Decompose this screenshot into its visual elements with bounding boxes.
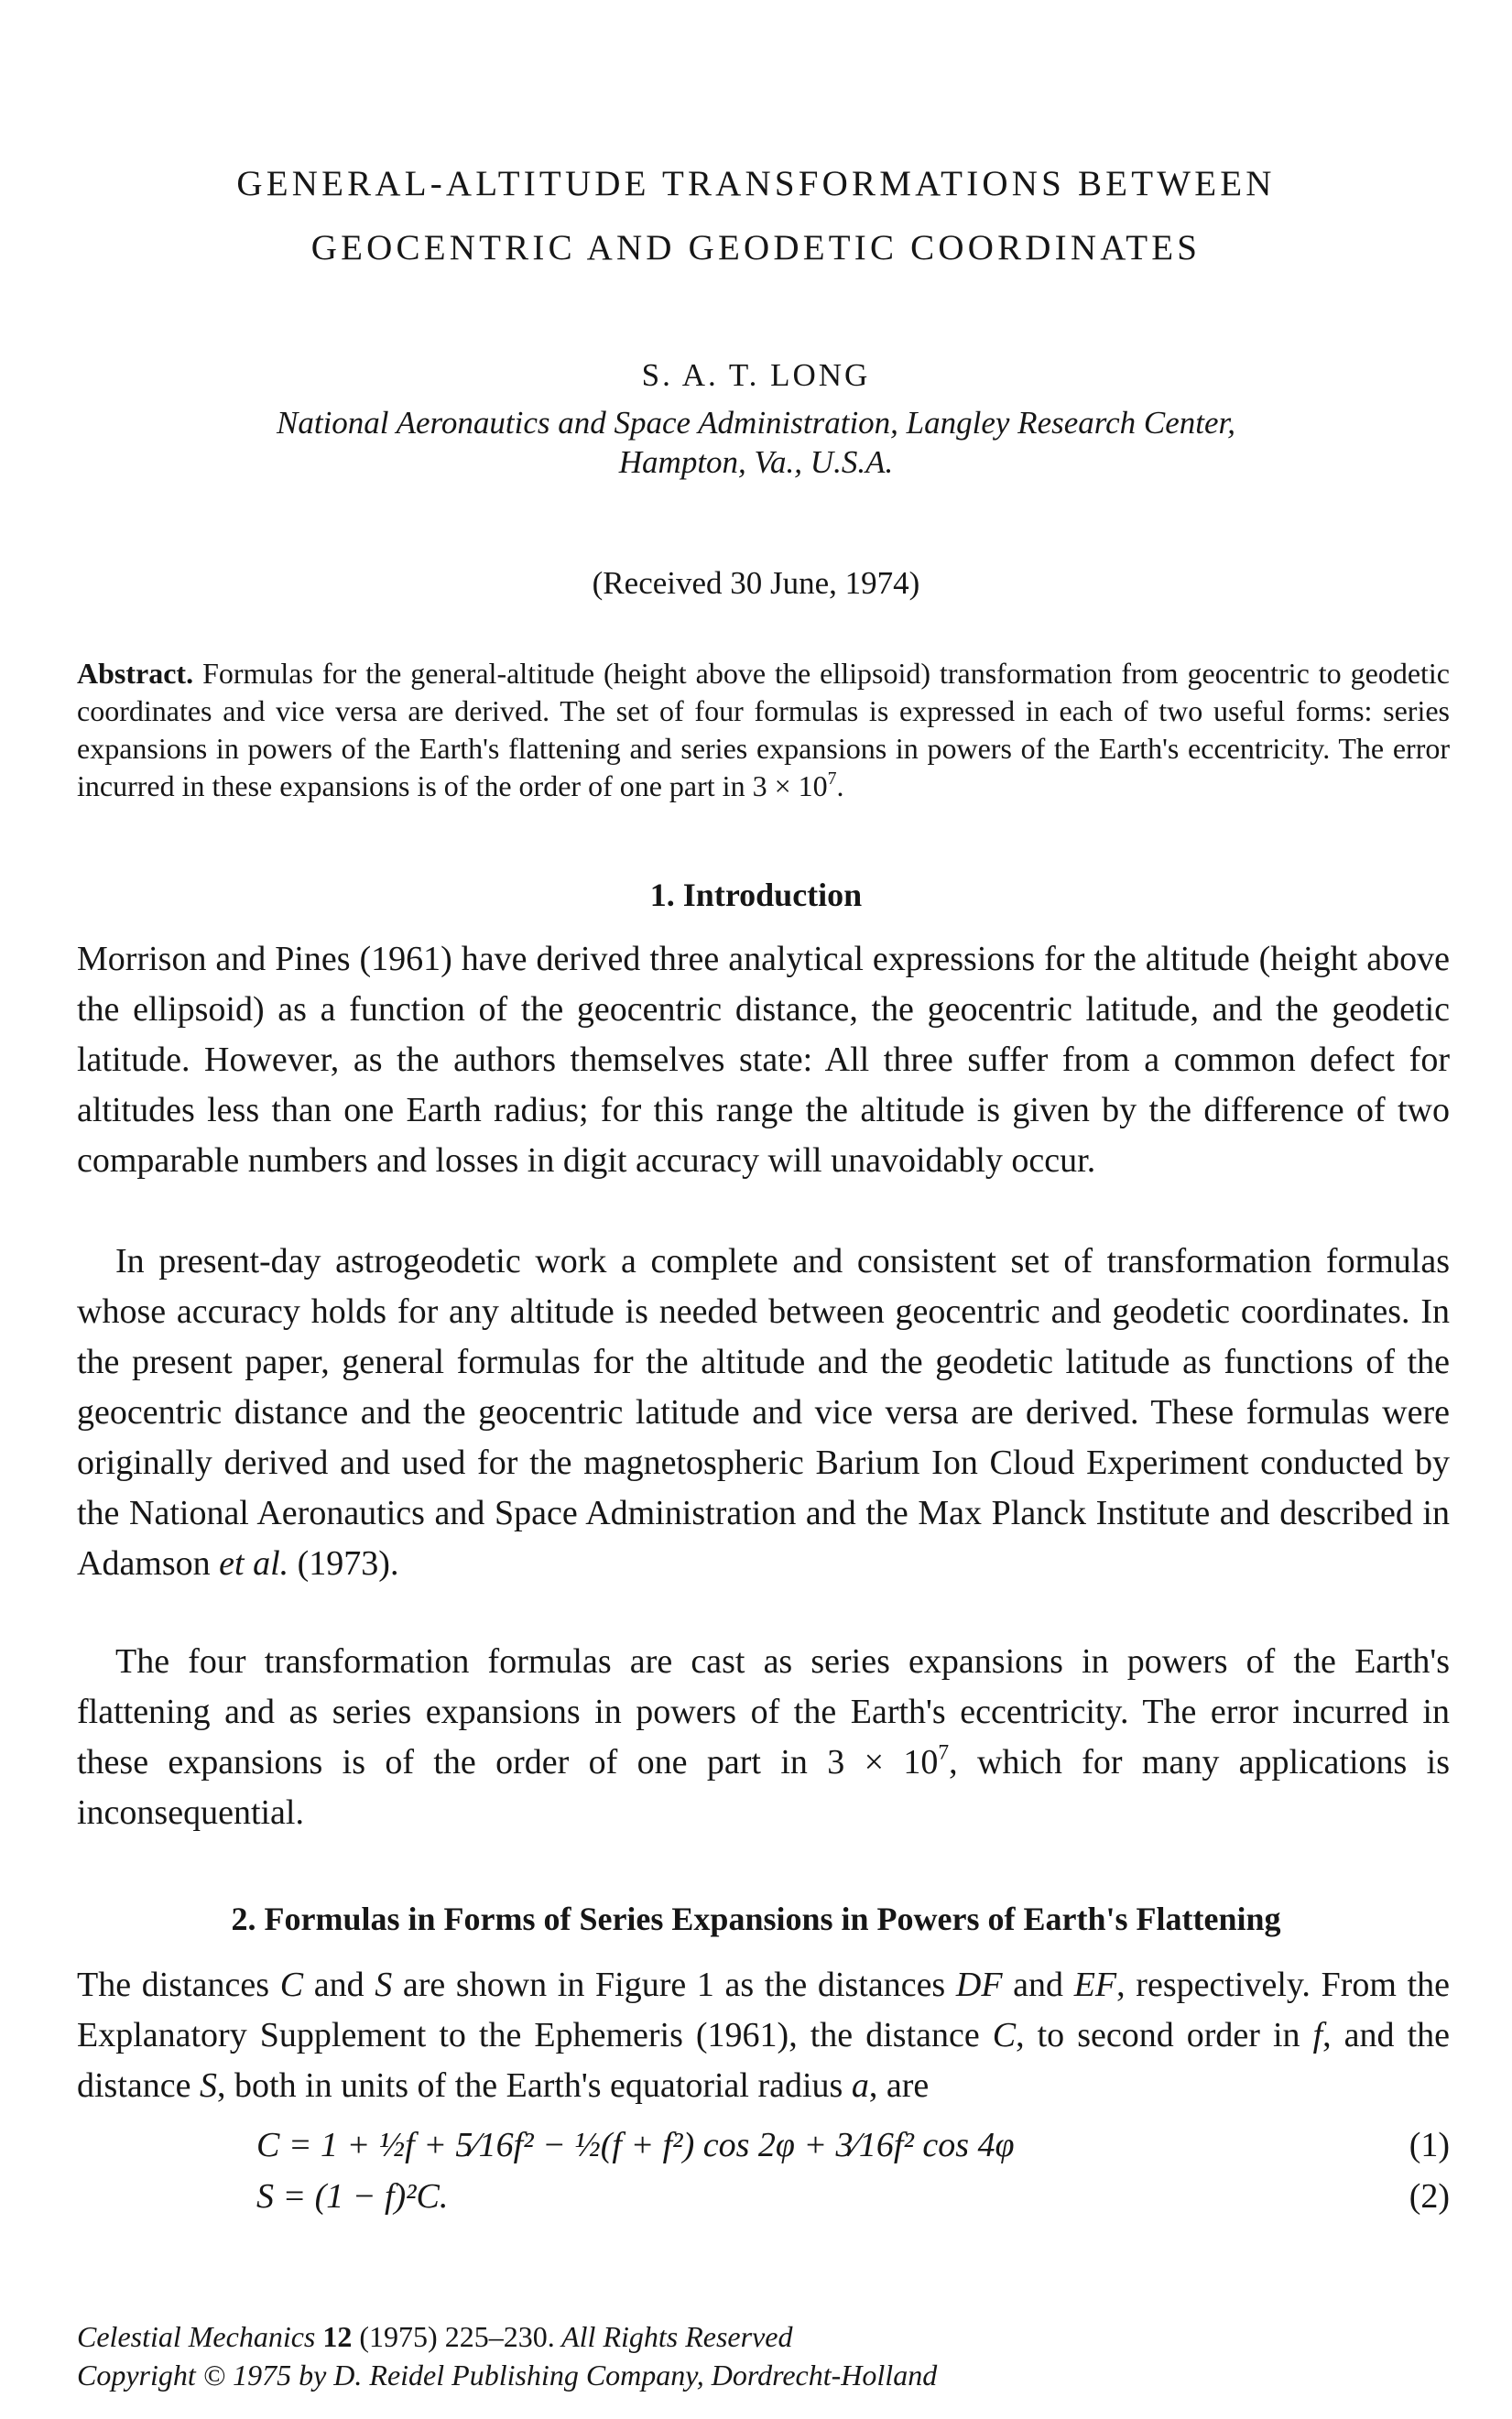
abstract-end: . [836,769,844,802]
text-run: and [1002,1966,1074,2004]
affiliation-line-2: Hampton, Va., U.S.A. [618,444,894,480]
journal-citation [77,2320,1450,2354]
text-run: , are [868,2066,930,2105]
equation-1-number: (1) [1409,2126,1450,2164]
intro-paragraph-3 [77,1637,1450,1838]
section-heading-flattening: 2. Formulas in Forms of Series Expansions in Powers of Earth's Flattening [231,1901,1281,1937]
flattening-paragraph [77,1960,1450,2111]
text-run: The distances [77,1966,280,2004]
received-date: (Received 30 June, 1974) [592,565,920,601]
intro-paragraph-2-text: In present-day astrogeodetic work a complete and consistent set of transformation formulas whose accuracy holds for any altitude is needed between geocentric and geodetic coordinates. In the present paper, general formulas for the altitude and the geodetic latitude as functions of the geocentric distance and the geocentric latitude and vice versa are derived. These formulas were originally derived and used for the magnetospheric Barium Ion Cloud Experiment conducted by the National Aeronautics and Space Administration and the Max Planck Institute and described in Adamson [77,1242,1450,1583]
symbol-a: a [851,2066,869,2105]
journal-volume: 12 [322,2320,353,2353]
abstract [77,655,1450,805]
text-run: , both in units of the Earth's equatorial radius [217,2066,852,2105]
symbol-C: C [992,2016,1017,2054]
rights-statement: All Rights Reserved [561,2320,793,2353]
equation-1 [256,2125,1450,2173]
journal-pages: (1975) 225–230. [359,2320,555,2353]
symbol-C: C [279,1966,304,2004]
intro-paragraph-3-text: The four transformation formulas are cast as series expansions in powers of the Earth's flattening and as series expansions in powers of the Earth's eccentricity. The error incurred in these expansions is of the order of one part in 3 × 10 [77,1642,1450,1782]
equation-2-expression: S = (1 − f)²C. [256,2177,449,2216]
intro-paragraph-2 [77,1237,1450,1589]
et-al: et al. [219,1544,289,1583]
paper-title-line-1: GENERAL-ALTITUDE TRANSFORMATIONS BETWEEN [236,164,1276,203]
affiliation-line-1: National Aeronautics and Space Administration, Langley Research Center, [277,405,1235,441]
abstract-text: Formulas for the general-altitude (height above the ellipsoid) transformation from geocentric to geodetic coordinates and vice versa are derived. The set of four formulas is expressed in each of two useful forms: series expansions in powers of the Earth's flattening and series expansions in powers of the Earth's eccentricity. The error incurred in these expansions is of the order of one part in 3 × 10 [77,657,1451,802]
equation-1-expression: C = 1 + ½f + 5⁄16f² − ½(f + f²) cos 2φ + 3⁄16f² cos 4φ [256,2126,1015,2164]
symbol-EF: EF [1073,1966,1117,2004]
intro-paragraph-2-end: (1973). [288,1544,399,1583]
journal-name: Celestial Mechanics [77,2320,316,2353]
text-run: , and the distance [77,2016,1450,2105]
equation-2-number: (2) [1409,2177,1450,2216]
intro-paragraph-1: Morrison and Pines (1961) have derived three analytical expressions for the altitude (height above the ellipsoid) as a function of the geocentric distance, the geocentric latitude, and the geodetic latitude. However, as the authors themselves state: All three suffer from a common defect for altitudes less than one Earth radius; for this range the altitude is given by the difference of two comparable numbers and losses in digit accuracy will unavoidably occur. [77,940,1450,1180]
text-run: are shown in Figure 1 as the distances [392,1966,956,2004]
intro-paragraph-3-end: , which for many applications is inconsequential. [77,1743,1451,1832]
abstract-exponent: 7 [827,768,837,790]
paper-title-line-2: GEOCENTRIC AND GEODETIC COORDINATES [310,228,1202,267]
equation-2 [256,2176,1450,2224]
symbol-S: S [200,2066,218,2105]
intro-paragraph-3-exponent: 7 [938,1740,950,1765]
symbol-DF: DF [955,1966,1003,2004]
symbol-f: f [1312,2016,1323,2054]
section-heading-introduction: 1. Introduction [649,877,863,913]
abstract-label: Abstract. [77,657,194,690]
text-run: , to second order in [1016,2016,1313,2054]
symbol-S: S [375,1966,393,2004]
copyright-line: Copyright © 1975 by D. Reidel Publishing Company, Dordrecht-Holland [77,2359,938,2392]
author-name: S. A. T. LONG [641,357,871,393]
text-run: and [303,1966,375,2004]
text-run: , respectively. From the Explanatory Supplement to the Ephemeris (1961), the distance [77,1966,1450,2054]
